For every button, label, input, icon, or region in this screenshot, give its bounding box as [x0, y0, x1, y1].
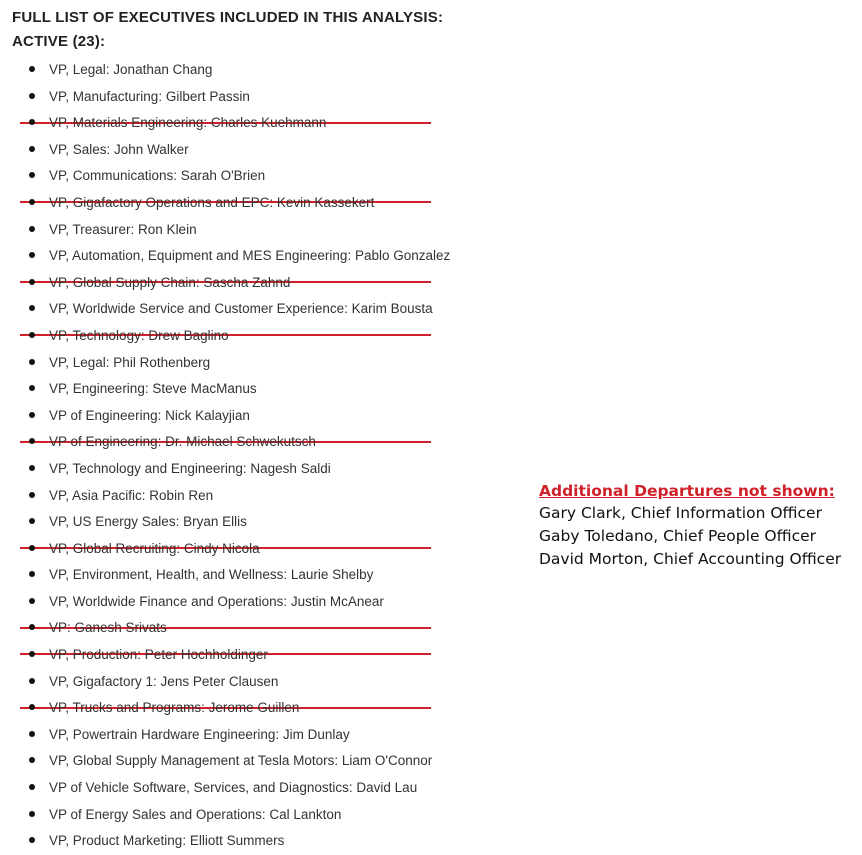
- executive-name: VP, Automation, Equipment and MES Engineering: Pablo Gonzalez: [49, 248, 451, 264]
- executive-name: VP, Legal: Phil Rothenberg: [49, 354, 211, 370]
- bullet-icon: [29, 412, 35, 418]
- list-item-departed: [0, 589, 440, 616]
- bullet-icon: [29, 305, 35, 311]
- bullet-icon: [29, 119, 35, 125]
- executive-name: VP, Materials Engineering: Charles Kuehmann: [49, 115, 327, 131]
- list-item: [0, 376, 440, 403]
- executive-name: VP, Technology: Drew Baglino: [49, 327, 229, 343]
- list-item: [0, 323, 440, 350]
- executive-name: VP, Gigafactory 1: Jens Peter Clausen: [49, 673, 279, 689]
- list-item: [0, 350, 440, 377]
- bullet-icon: [29, 598, 35, 604]
- executive-name: VP, Asia Pacific: Robin Ren: [49, 487, 214, 503]
- list-item: [0, 722, 440, 749]
- bullet-icon: [29, 678, 35, 684]
- executive-name: VP, Production: Peter Hochholdinger: [49, 647, 268, 663]
- executive-name: VP, Global Recruiting: Cindy Nicola: [49, 540, 260, 556]
- bullet-icon: [29, 172, 35, 178]
- list-item: [0, 456, 440, 483]
- executive-name: VP, Sales: John Walker: [49, 141, 189, 157]
- list-item-departed: [0, 296, 440, 323]
- executive-name: VP, Worldwide Service and Customer Experience: Karim Bousta: [49, 301, 433, 317]
- additional-departures-note: [539, 480, 841, 571]
- executive-name: VP, Communications: Sarah O'Brien: [49, 168, 266, 184]
- bullet-icon: [29, 704, 35, 710]
- list-item: [0, 190, 440, 217]
- list-item-departed: [0, 669, 440, 696]
- bullet-icon: [29, 279, 35, 285]
- additional-departures-title: Additional Departures not shown:: [539, 482, 835, 500]
- departure-entry: Gary Clark, Chief Information Officer: [539, 504, 822, 522]
- list-item-departed: [0, 509, 440, 536]
- list-item: [0, 695, 440, 722]
- executive-name: VP, Legal: Jonathan Chang: [49, 62, 213, 77]
- departure-entry: David Morton, Chief Accounting Officer: [539, 550, 842, 568]
- list-item: [0, 562, 440, 589]
- executive-list: [0, 57, 451, 855]
- list-item: [0, 536, 440, 563]
- bullet-icon: [29, 624, 35, 630]
- executive-name: VP of Energy Sales and Operations: Cal Lankton: [49, 806, 342, 822]
- bullet-icon: [29, 66, 35, 72]
- bullet-icon: [29, 359, 35, 365]
- executive-name: VP, Worldwide Finance and Operations: Justin McAnear: [49, 593, 384, 609]
- bullet-icon: [29, 385, 35, 391]
- bullet-icon: [29, 332, 35, 338]
- executive-name: VP of Engineering: Dr. Michael Schwekutsch: [49, 434, 316, 450]
- bullet-icon: [29, 757, 35, 763]
- list-item: [0, 748, 440, 775]
- bullet-icon: [29, 571, 35, 577]
- departure-entry: Gaby Toledano, Chief People Officer: [539, 527, 817, 545]
- executive-name: VP: Ganesh Srivats: [49, 620, 167, 636]
- executive-name: VP, US Energy Sales: Bryan Ellis: [49, 514, 247, 530]
- bullet-icon: [29, 651, 35, 657]
- bullet-icon: [29, 784, 35, 790]
- executive-name: VP, Global Supply Management at Tesla Motors: Liam O'Connor: [49, 753, 433, 769]
- bullet-icon: [29, 252, 35, 258]
- list-item: [0, 137, 440, 164]
- list-item: [0, 802, 440, 829]
- executive-name: VP, Technology and Engineering: Nagesh Saldi: [49, 460, 331, 476]
- executive-name: VP, Trucks and Programs: Jerome Guillen: [49, 700, 300, 716]
- list-item: [0, 828, 440, 855]
- bullet-icon: [29, 518, 35, 524]
- bullet-icon: [29, 93, 35, 99]
- executive-name: VP, Product Marketing: Elliott Summers: [49, 833, 285, 849]
- bullet-icon: [29, 438, 35, 444]
- bullet-icon: [29, 837, 35, 843]
- executive-name: VP, Manufacturing: Gilbert Passin: [49, 88, 250, 104]
- list-item-departed: [0, 403, 440, 430]
- bullet-icon: [29, 226, 35, 232]
- executive-name: VP, Engineering: Steve MacManus: [49, 381, 257, 397]
- bullet-icon: [29, 465, 35, 471]
- list-item: [0, 217, 440, 244]
- list-item: [0, 429, 440, 456]
- list-title: FULL LIST OF EXECUTIVES INCLUDED IN THIS ANALYSIS:: [12, 9, 444, 26]
- list-item: [0, 642, 440, 669]
- list-item: [0, 110, 440, 137]
- bullet-icon: [29, 199, 35, 205]
- bullet-icon: [29, 492, 35, 498]
- bullet-icon: [29, 146, 35, 152]
- executive-name: VP, Environment, Health, and Wellness: Laurie Shelby: [49, 567, 374, 583]
- bullet-icon: [29, 811, 35, 817]
- list-item: [0, 483, 440, 510]
- executive-name: VP of Engineering: Nick Kalayjian: [49, 407, 250, 423]
- executive-name: VP, Global Supply Chain: Sascha Zahnd: [49, 274, 291, 290]
- list-item: [0, 57, 440, 84]
- executive-name: VP, Powertrain Hardware Engineering: Jim Dunlay: [49, 726, 350, 742]
- list-item: [0, 775, 440, 802]
- bullet-icon: [29, 731, 35, 737]
- list-item-departed: [0, 615, 440, 642]
- executive-name: VP, Gigafactory Operations and EPC: Kevin Kassekert: [49, 194, 375, 210]
- list-item-departed: [0, 243, 451, 270]
- list-item-departed: [0, 84, 440, 111]
- list-item: [0, 270, 440, 297]
- active-count-heading: ACTIVE (23):: [12, 33, 106, 50]
- bullet-icon: [29, 545, 35, 551]
- executive-name: VP of Vehicle Software, Services, and Diagnostics: David Lau: [49, 780, 418, 796]
- list-item-departed: [0, 163, 440, 190]
- executive-name: VP, Treasurer: Ron Klein: [49, 221, 197, 237]
